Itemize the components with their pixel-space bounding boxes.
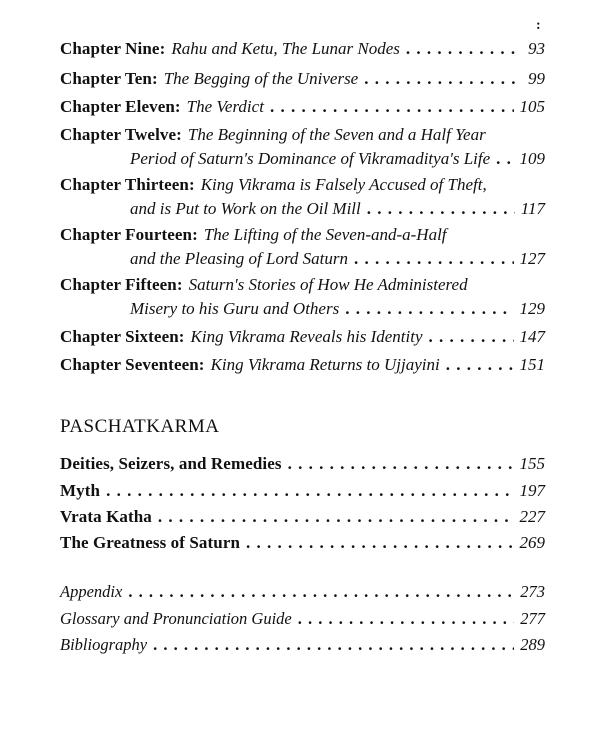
toc-entry-vrata-katha[interactable] <box>60 505 545 529</box>
page-number: 129 <box>519 299 545 318</box>
toc-entry-bibliography[interactable] <box>60 633 545 657</box>
entry-title: The Greatness of Saturn <box>60 533 241 552</box>
toc-entry-chapter-sixteen[interactable] <box>60 325 545 349</box>
page-number: 127 <box>519 249 545 268</box>
toc-entry-chapter-seventeen[interactable] <box>60 353 545 377</box>
entry-title: Glossary and Pronunciation Guide <box>60 609 292 628</box>
toc-entry-chapter-fifteen[interactable] <box>60 273 545 321</box>
chapter-label: Chapter Nine: <box>60 39 166 58</box>
entry-title: Myth <box>60 481 101 500</box>
dot-leader <box>367 197 515 221</box>
chapter-title-continued: Misery to his Guru and Others <box>130 299 340 318</box>
toc-entry-chapter-ten[interactable] <box>60 67 545 91</box>
section-heading: PASCHATKARMA <box>60 416 220 437</box>
dot-leader <box>298 607 515 631</box>
chapter-title-continued: and is Put to Work on the Oil Mill <box>130 199 361 218</box>
dot-leader <box>354 247 513 271</box>
dot-leader <box>153 633 514 657</box>
dot-leader <box>288 452 514 476</box>
chapter-title: King Vikrama is Falsely Accused of Theft, <box>200 175 487 194</box>
chapter-label: Chapter Fifteen: <box>60 275 183 294</box>
chapter-label: Chapter Thirteen: <box>60 175 195 194</box>
chapter-title: The Begging of the Universe <box>163 69 359 88</box>
chapter-title: King Vikrama Returns to Ujjayini <box>210 355 440 374</box>
chapter-title: Rahu and Ketu, The Lunar Nodes <box>171 39 400 58</box>
toc-entry-chapter-twelve[interactable] <box>60 123 545 171</box>
entry-title: Appendix <box>60 582 123 601</box>
page-number: 155 <box>519 454 545 473</box>
chapter-label: Chapter Twelve: <box>60 125 182 144</box>
toc-entry-glossary[interactable] <box>60 607 545 631</box>
chapter-title: The Verdict <box>186 97 264 116</box>
dot-leader <box>406 37 515 61</box>
chapter-title: The Beginning of the Seven and a Half Year <box>187 125 486 144</box>
page-number: 117 <box>520 199 545 218</box>
page-number: 109 <box>519 149 545 168</box>
dot-leader <box>246 531 513 555</box>
dot-leader <box>429 325 514 349</box>
toc-entry-chapter-nine[interactable] <box>60 37 545 61</box>
dot-leader <box>345 297 513 321</box>
chapter-title-continued: and the Pleasing of Lord Saturn <box>130 249 349 268</box>
dot-leader <box>128 580 514 604</box>
chapter-title-continued: Period of Saturn's Dominance of Vikramaditya's Life <box>130 149 491 168</box>
page-number: 197 <box>519 481 545 500</box>
dot-leader <box>364 67 515 91</box>
chapter-title: The Lifting of the Seven-and-a-Half <box>203 225 447 244</box>
dot-leader <box>270 95 514 119</box>
entry-title: Deities, Seizers, and Remedies <box>60 454 282 473</box>
dot-leader <box>446 353 514 377</box>
chapter-title: Saturn's Stories of How He Administered <box>188 275 468 294</box>
page-number: 99 <box>528 69 545 88</box>
chapter-title: King Vikrama Reveals his Identity <box>190 327 423 346</box>
page-number: 289 <box>520 635 545 654</box>
dot-leader <box>158 505 514 529</box>
page-number: 277 <box>520 609 545 628</box>
dot-leader <box>496 147 513 171</box>
page-number: 273 <box>520 582 545 601</box>
page-number: 227 <box>519 507 545 526</box>
toc-entry-greatness-of-saturn[interactable] <box>60 531 545 555</box>
entry-title: Vrata Katha <box>60 507 152 526</box>
dot-leader <box>106 479 513 503</box>
chapter-label: Chapter Seventeen: <box>60 355 205 374</box>
toc-entry-chapter-thirteen[interactable] <box>60 173 545 221</box>
toc-entry-chapter-eleven[interactable] <box>60 95 545 119</box>
page-number: 93 <box>528 39 545 58</box>
chapter-label: Chapter Sixteen: <box>60 327 185 346</box>
toc-entry-appendix[interactable] <box>60 580 545 604</box>
chapter-label: Chapter Ten: <box>60 69 158 88</box>
chapter-label: Chapter Eleven: <box>60 97 181 116</box>
page-number: 151 <box>519 355 545 374</box>
corner-mark: : <box>536 18 541 33</box>
chapter-label: Chapter Fourteen: <box>60 225 198 244</box>
page-number: 147 <box>519 327 545 346</box>
toc-entry-chapter-fourteen[interactable] <box>60 223 545 271</box>
entry-title: Bibliography <box>60 635 148 654</box>
toc-entry-myth[interactable] <box>60 479 545 503</box>
page-number: 269 <box>519 533 545 552</box>
page-number: 105 <box>519 97 545 116</box>
toc-entry-deities[interactable] <box>60 452 545 476</box>
